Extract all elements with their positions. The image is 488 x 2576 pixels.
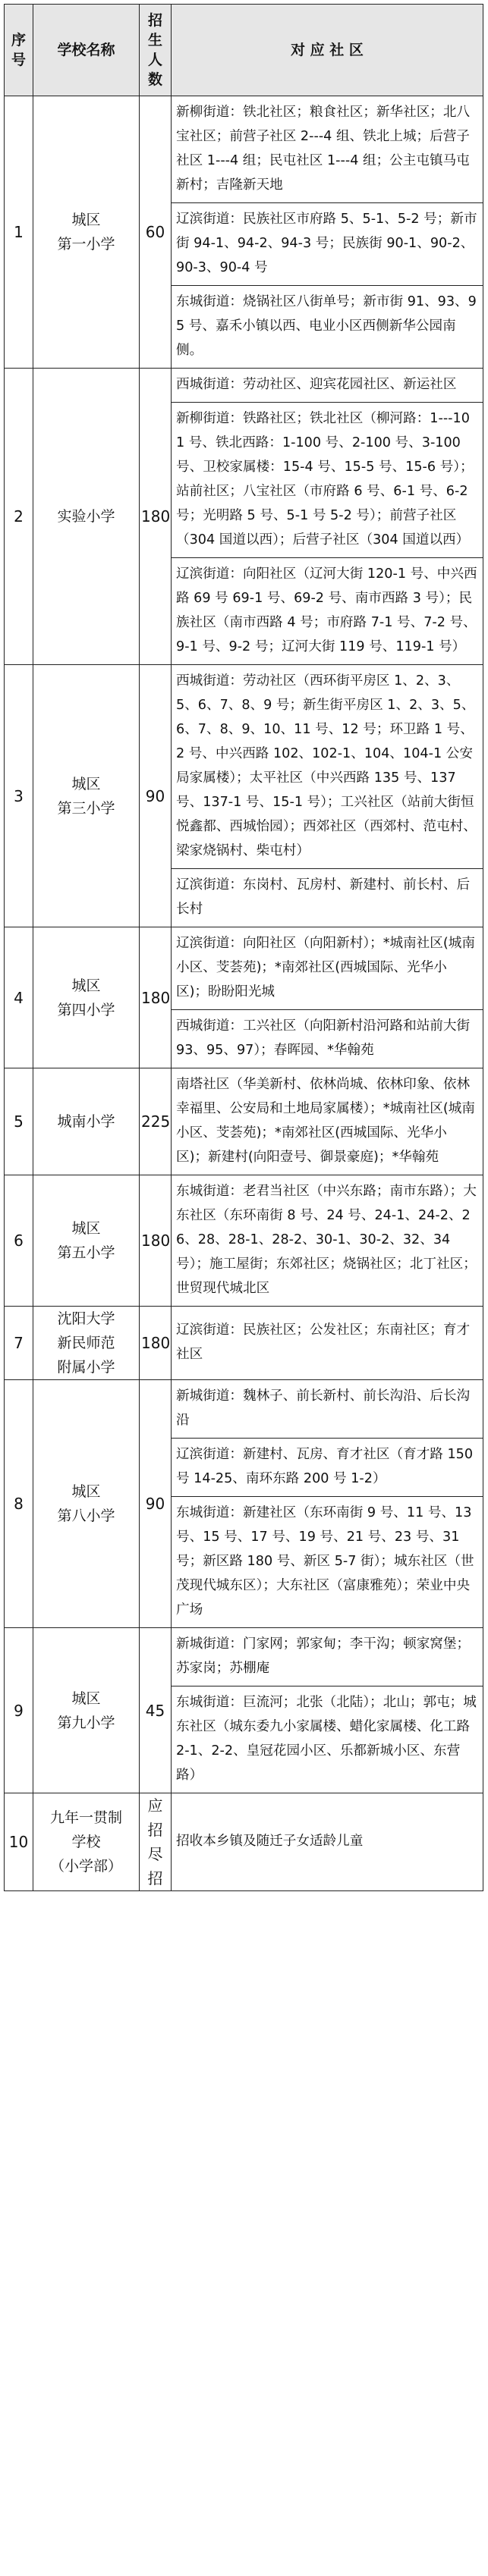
district-cell: 西城街道：工兴社区（向阳新村沿河路和站前大街 93、95、97）；春晖园、*华翰苑 (172, 1010, 483, 1068)
enrollment-count: 180 (140, 927, 172, 1068)
district-cell: 西城街道：劳动社区（西环街平房区 1、2、3、5、6、7、8、9 号；新生街平房区 1、2、3、5、6、7、8、9、10、11 号、12 号；环卫路 1 号、2 号、中兴西路 102、102-1、104、104-1 公安局家属楼）；太平社区（中兴西路 135 号、137 号、137-1 号、15-1 号）；工兴社区（站前大街恒悦鑫都、西城怡园）；西郊社区（西郊村、范屯村、梁家烧锅村、柴屯村） (172, 665, 483, 869)
enrollment-count: 45 (140, 1628, 172, 1793)
district-cell: 辽滨街道：民族社区；公发社区；东南社区；育才社区 (172, 1307, 483, 1380)
district-cell: 招收本乡镇及随迁子女适龄儿童 (172, 1793, 483, 1891)
school-name: 城区 第九小学 (33, 1628, 140, 1793)
enrollment-count: 应招 尽招 (140, 1793, 172, 1891)
enrollment-count: 60 (140, 96, 172, 369)
district-cell: 辽滨街道：新建村、瓦房、育才社区（育才路 150 号 14-25、南环东路 200 号 1-2） (172, 1439, 483, 1497)
table-row (5, 1175, 483, 1307)
row-number: 2 (5, 369, 33, 665)
header-count-label: 招生 人数 (147, 12, 162, 88)
enrollment-count: 90 (140, 665, 172, 927)
header-district (172, 5, 483, 96)
enrollment-count: 225 (140, 1068, 172, 1175)
school-name: 实验小学 (33, 369, 140, 665)
row-number: 1 (5, 96, 33, 369)
header-num-label: 序 号 (11, 32, 26, 68)
table-header-row (5, 5, 483, 96)
enrollment-count: 90 (140, 1380, 172, 1628)
row-number: 8 (5, 1380, 33, 1628)
table-body (5, 96, 483, 1891)
row-number: 6 (5, 1175, 33, 1307)
table-row (5, 96, 483, 203)
district-cell: 新柳街道：铁路社区；铁北社区（柳河路：1---101 号、铁北西路：1-100 号、2-100 号、3-100 号、卫校家属楼：15-4 号、15-5 号、15-6 号）；站前社区；八宝社区（市府路 6 号、6-1 号、6-2 号；光明路 5 号、5-1 号 5-2 号）；前营子社区（304 国道以西）；后营子社区（304 国道以西） (172, 403, 483, 558)
school-name: 城区 第一小学 (33, 96, 140, 369)
table-row (5, 1068, 483, 1175)
enrollment-count: 180 (140, 1175, 172, 1307)
district-cell: 西城街道：劳动社区、迎宾花园社区、新运社区 (172, 369, 483, 403)
header-num (5, 5, 33, 96)
row-number: 10 (5, 1793, 33, 1891)
district-cell: 东城街道：新建社区（东环南街 9 号、11 号、13 号、15 号、17 号、19 号、21 号、23 号、31 号；新区路 180 号、新区 5-7 街）；城东社区（世茂现代城东区）；大东社区（富康雅苑）；荣业中央广场 (172, 1497, 483, 1628)
table-row (5, 1307, 483, 1380)
header-count (140, 5, 172, 96)
district-cell: 新柳街道：铁北社区；粮食社区；新华社区；北八宝社区；前营子社区 2---4 组、铁北上城；后营子社区 1---4 组；民屯社区 1---4 组；公主屯镇马屯新村；吉隆新天地 (172, 96, 483, 203)
district-cell: 辽滨街道：民族社区市府路 5、5-1、5-2 号；新市街 94-1、94-2、94-3 号；民族街 90-1、90-2、90-3、90-4 号 (172, 203, 483, 286)
header-district-label: 对 应 社 区 (291, 42, 364, 58)
row-number: 7 (5, 1307, 33, 1380)
district-cell: 东城街道：老君当社区（中兴东路；南市东路）；大东社区（东环南街 8 号、24 号、24-1、24-2、26、28、28-1、28-2、30-1、30-2、32、34 号）；施工屋街；东郊社区；烧锅社区；北丁社区；世贸现代城北区 (172, 1175, 483, 1307)
school-name: 沈阳大学 新民师范 附属小学 (33, 1307, 140, 1380)
district-cell: 新城街道：魏林子、前长新村、前长沟沿、后长沟沿 (172, 1380, 483, 1439)
school-name: 城区 第三小学 (33, 665, 140, 927)
table-row (5, 1380, 483, 1439)
header-school-label: 学校名称 (57, 42, 115, 58)
district-cell: 辽滨街道：向阳社区（向阳新村）；*城南社区(城南小区、芠荟苑)；*南郊社区(西城国际、光华小区)；盼盼阳光城 (172, 927, 483, 1010)
school-name: 城南小学 (33, 1068, 140, 1175)
row-number: 9 (5, 1628, 33, 1793)
district-cell: 辽滨街道：东岗村、瓦房村、新建村、前长村、后长村 (172, 869, 483, 927)
row-number: 4 (5, 927, 33, 1068)
table-row (5, 1793, 483, 1891)
district-cell: 东城街道：巨流河；北张（北陆）；北山；郭屯；城东社区（城东委九小家属楼、蜡化家属楼、化工路 2-1、2-2、皇冠花园小区、乐都新城小区、东营路） (172, 1686, 483, 1793)
school-district-table-wrapper (4, 4, 483, 1891)
district-cell: 新城街道：门家网；郭家甸；李干沟；顿家窝堡；苏家岗；苏棚庵 (172, 1628, 483, 1686)
table-row (5, 1628, 483, 1686)
header-school (33, 5, 140, 96)
school-name: 九年一贯制 学校 （小学部） (33, 1793, 140, 1891)
school-district-table (4, 4, 483, 1891)
district-cell: 南塔社区（华美新村、依林尚城、依林印象、依林幸福里、公安局和土地局家属楼）；*城南社区(城南小区、芠荟苑)；*南郊社区(西城国际、光华小区)；新建村(向阳壹号、御景豪庭)；*华翰苑 (172, 1068, 483, 1175)
row-number: 5 (5, 1068, 33, 1175)
enrollment-count: 180 (140, 1307, 172, 1380)
table-row (5, 665, 483, 869)
school-name: 城区 第五小学 (33, 1175, 140, 1307)
district-cell: 辽滨街道：向阳社区（辽河大街 120-1 号、中兴西路 69 号 69-1 号、69-2 号、南市西路 3 号）；民族社区（南市西路 4 号；市府路 7-1 号、7-2 号、9-1 号、9-2 号；辽河大街 119 号、119-1 号） (172, 558, 483, 665)
row-number: 3 (5, 665, 33, 927)
table-row (5, 927, 483, 1010)
school-name: 城区 第四小学 (33, 927, 140, 1068)
enrollment-count: 180 (140, 369, 172, 665)
school-name: 城区 第八小学 (33, 1380, 140, 1628)
table-row (5, 369, 483, 403)
district-cell: 东城街道：烧锅社区八街单号；新市街 91、93、95 号、嘉禾小镇以西、电业小区西侧新华公园南侧。 (172, 286, 483, 369)
